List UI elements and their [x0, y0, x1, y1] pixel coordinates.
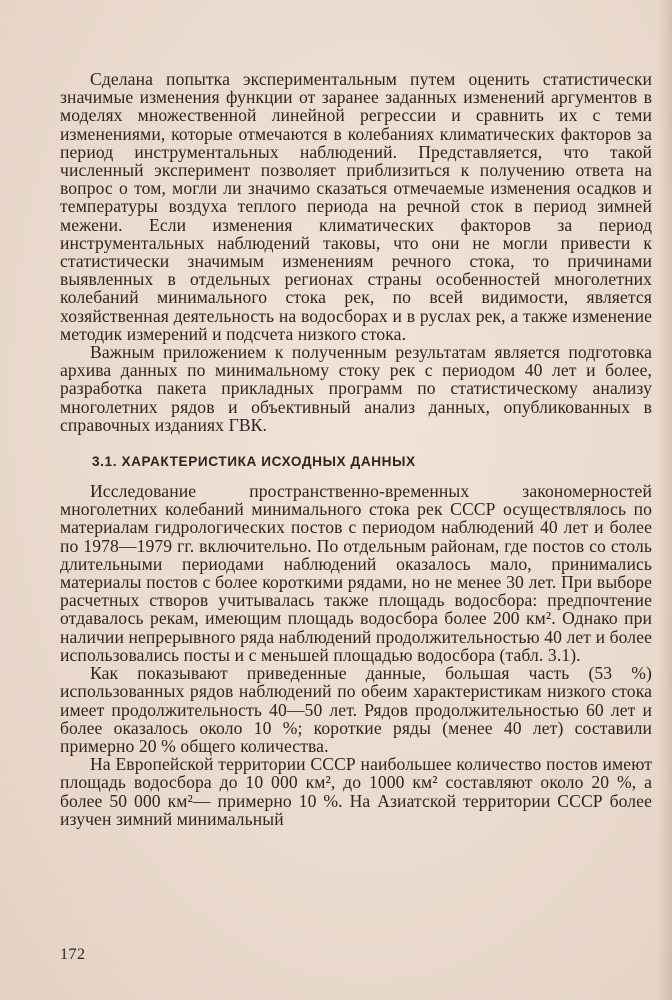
- page-edge-shadow: [658, 0, 672, 1000]
- paragraph-applications: Важным приложением к полученным результатам является подготовка архива данных по минимальному стоку рек с периодом 40 лет и более, разработка пакета прикладных программ по статистическому анализу многолетних рядов и объективный анализ данных, опубликованных в справочных изданиях ГВК.: [60, 342, 652, 435]
- page-number: 172: [60, 946, 86, 963]
- section-heading: 3.1. ХАРАКТЕРИСТИКА ИСХОДНЫХ ДАННЫХ: [92, 454, 416, 470]
- page-body: [60, 70, 652, 828]
- paragraph-research: Исследование пространственно-временных закономерностей многолетних колебаний минимального стока рек СССР осуществлялось по материалам гидрологических постов с периодом наблюдений 40 лет и более по 1978—1979 гг. включительно. По отдельным районам, где постов со столь длительными периодами наблюдений оказалось мало, принимались материалы постов с более короткими рядами, но не менее 30 лет. При выборе расчетных створов учитывалась также площадь водосбора: предпочтение отдавалось рекам, имеющим площадь водосбора более 200 км². Однако при наличии непрерывного ряда наблюдений продолжительностью 40 лет и более использовались посты и с меньшей площадью водосбора (табл. 3.1).: [60, 481, 653, 665]
- paragraph-intro: Сделана попытка экспериментальным путем оценить статистически значимые изменения функции от заранее заданных изменений аргументов в моделях множественной линейной регрессии и сравнить их с теми изменениями, которые отмечаются в колебаниях климатических факторов за период инструментальных наблюдений. Представляется, что такой численный эксперимент позволяет приблизиться к получению ответа на вопрос о том, могли ли значимо сказаться отмечаемые изменения осадков и температуры воздуха теплого периода на речной сток в период зимней межени. Если изменения климатических факторов за период инструментальных наблюдений таковы, что они не могли привести к статистически значимым изменениям речного стока, то причинами выявленных в отдельных регионах страны особенностей многолетних колебаний минимального стока рек, по всей видимости, является хозяйственная деятельность на водосборах и в руслах рек, а также изменение методик измерений и подсчета низкого стока.: [60, 69, 652, 344]
- paragraph-territory: На Европейской территории СССР наибольшее количество постов имеют площадь водосбора до 10 000 км², до 1000 км² составляют около 20 %, а более 50 000 км²— примерно 10 %. На Азиатской территории СССР более изучен зимний минимальный: [60, 754, 652, 829]
- paragraph-duration: Как показывают приведенные данные, большая часть (53 %) использованных рядов наблюдений по обеим характеристикам низкого стока имеет продолжительность 40—50 лет. Рядов продолжительностью 60 лет и более оказалось около 10 %; короткие ряды (менее 40 лет) составили примерно 20 % общего количества.: [60, 663, 652, 756]
